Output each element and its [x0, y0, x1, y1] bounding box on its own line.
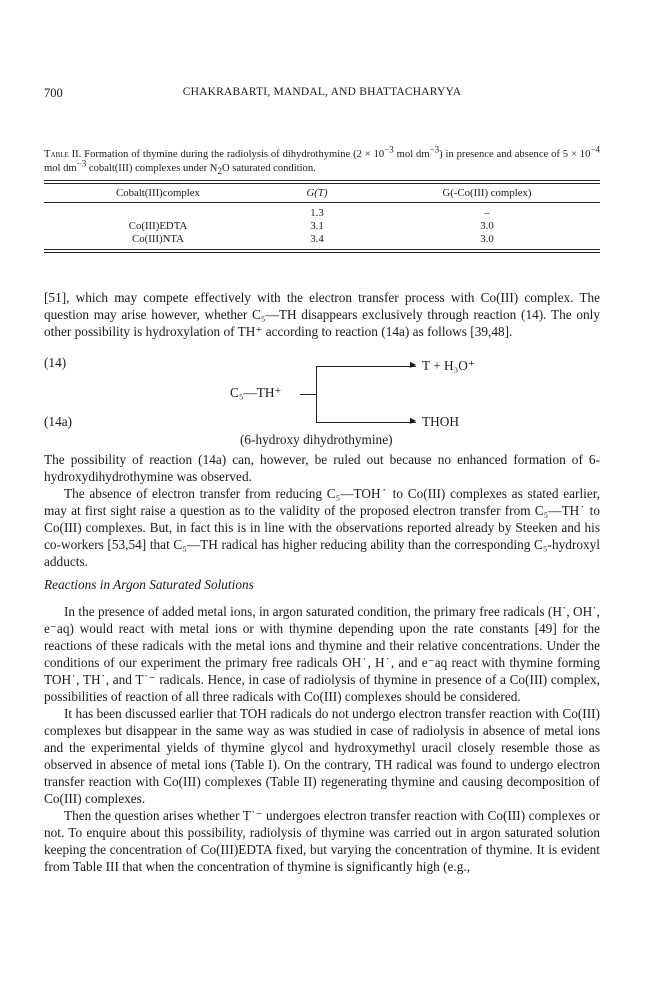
page-number: 700 [44, 86, 63, 100]
table-row: Co(III)NTA 3.4 3.0 [132, 233, 494, 245]
product-top: T + H₃O⁺ [422, 358, 475, 373]
table-header-row [44, 187, 600, 202]
section-heading: Reactions in Argon Saturated Solutions [44, 577, 254, 592]
table-bottom-rule [44, 249, 600, 253]
scheme-arrow-top [316, 366, 416, 367]
page-header [44, 86, 600, 102]
scheme-bracket [316, 366, 317, 422]
paragraph: The possibility of reaction (14a) can, however, be ruled out because no enhanced formation of 6-hydroxydihydrothymine was observed. The absence of electron transfer from reducing C₅—TOH˙ to Co(III) complexes as stated earlier, may at first sight raise a question as to the validity of the proposed electron transfer from C₅—TH˙ to Co(III) complexes. But, in fact this is in line with the observations reported already by Steeken and his co-workers [53,54] that C₅—TH radical has higher reducing ability than the corresponding C₅-hydroxyl adducts. [44, 452, 600, 569]
scheme-arrow-bottom [316, 422, 416, 423]
reaction-label-14: (14) [44, 355, 67, 370]
running-title: CHAKRABARTI, MANDAL, AND BHATTACHARYYA [182, 86, 462, 98]
product-bottom: THOH [422, 414, 459, 429]
col-header-gco: G(-Co(III) complex) [442, 187, 532, 199]
table-row: Co(III)EDTA 3.1 3.0 [128, 220, 494, 232]
col-header-complex: Cobalt(III)complex [116, 187, 200, 199]
col-header-gt: G(T) [306, 187, 328, 199]
product-bottom-note: (6-hydroxy dihydrothymine) [240, 432, 393, 447]
paragraph: In the presence of added metal ions, in argon saturated condition, the primary free radicals (H˙, OH˙, e⁻aq) would react with metal ions or with thymine depending upon the rate constants [49] for the reactions of these radicals with the metal ions and thymine and their relative concentrations. Under the conditions of our experiment the primary free radicals OH˙, H˙, and e⁻aq react with thymine forming TOH˙, TH˙, and T˙⁻ radicals. Hence, in case of radiolysis of thymine in presence of a Co(III) complex, possibilities of reaction of all three radicals with Co(III) complexes should be considered. It has been discussed earlier that TOH radicals do not undergo electron transfer reaction with Co(III) complexes but disappear in the same way as was studied in case of radiolysis in absence of metal ions and the experimental yields of thymine glycol and hydroxymethyl uracil closely resemble those as observed in absence of metal ions (Table I). On the contrary, TH radical was found to undergo electron transfer reaction with Co(III) complexes (Table II) regenerating thymine and causing decomposition of Co(III) complexes. Then the question arises whether T˙⁻ undergoes electron transfer reaction with Co(III) complexes or not. To enquire about this possibility, radiolysis of thymine was carried out in argon saturated solution keeping the concentration of Co(III)EDTA fixed, but varying the concentration of thymine. It is evident from Table III that when the concentration of thymine is significantly high (e.g., [44, 604, 600, 874]
arrow-head-icon: ▶ [410, 416, 417, 425]
reactant: C₅—TH⁺ [230, 385, 282, 400]
data-table [44, 180, 600, 253]
table-header-rule [44, 202, 600, 203]
arrow-head-icon: ▶ [410, 360, 417, 369]
scheme-connector [300, 394, 316, 395]
table-label: Table II. [44, 149, 82, 160]
table-caption: Table II. Formation of thymine during the radiolysis of dihydrothymine ($2 \times 10^{-3}$ mol $dm^{-3}$) in presence and absence of $5 \times 10^{-4}$ mol $dm^{-3}$ cobalt(III) complexes under $N_2O$ saturated condition. [44, 144, 600, 176]
reaction-label-14a: (14a) [44, 414, 73, 429]
table-top-rule [44, 180, 600, 184]
paragraph: [51], which may compete effectively with the electron transfer process with Co(III) complex. The question may arise however, whether C₅—TH disappears exclusively through reaction (14). The only other possibility is hydroxylation of TH⁺ according to reaction (14a) as follows [39,48]. [44, 290, 600, 339]
table-row: 1.3 – [310, 207, 490, 219]
